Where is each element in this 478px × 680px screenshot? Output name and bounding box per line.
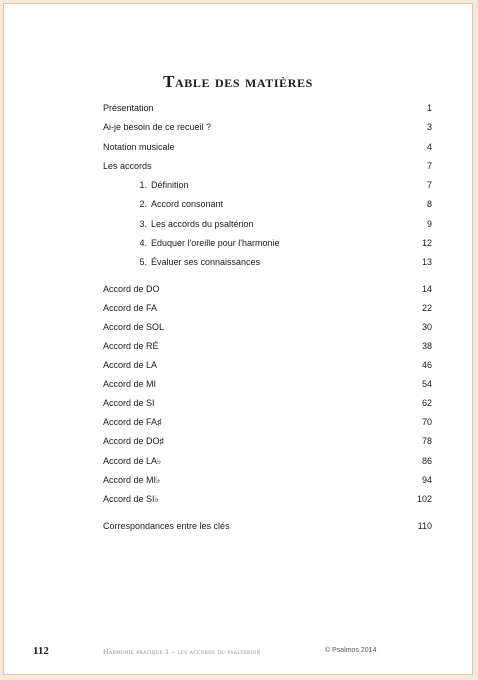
toc-entry-label: Ai-je besoin de ce recueil ? [103, 122, 212, 133]
toc-entry-label: Accord de RÉ [103, 340, 159, 351]
toc-entry-number: 4. [139, 238, 147, 249]
toc-entry-label: Accord de FA♯ [103, 417, 162, 428]
toc-entry-chord[interactable] [103, 356, 432, 375]
toc-entry-label: Notation musicale [103, 141, 175, 152]
toc-entry-label: Accord de FA [103, 302, 158, 313]
toc-entry[interactable] [103, 99, 432, 118]
toc-entry-label: Les accords [103, 160, 152, 171]
toc-entry-correspondances[interactable] [103, 517, 432, 536]
toc-entry-page: 70 [421, 417, 432, 428]
toc-entry-label: Présentation [103, 103, 154, 113]
toc-entry-chord[interactable] [103, 318, 432, 337]
toc-chord-group [103, 280, 432, 509]
toc-entry-number: 3. [139, 218, 147, 229]
toc-entry-label: Accord consonant [151, 199, 224, 210]
toc-entry-page: 38 [421, 340, 432, 351]
toc-spacer [103, 273, 432, 280]
toc-entry-label: Accord de MI [103, 379, 157, 390]
toc-entry-label: Les accords du psaltérion [151, 218, 254, 229]
toc-entry-page: 7 [426, 180, 432, 191]
toc-entry-page: 78 [421, 436, 432, 447]
toc-entry-chord[interactable] [103, 375, 432, 394]
toc-entry-label: Accord de SI [103, 398, 155, 409]
toc-entry-page: 14 [421, 283, 432, 294]
toc-entry[interactable] [103, 138, 432, 157]
page-footer [4, 645, 472, 661]
toc-subentry[interactable] [103, 215, 432, 234]
toc-entry-page: 86 [421, 455, 432, 466]
toc-entry-page: 12 [421, 238, 432, 249]
toc-entry-page: 94 [421, 474, 432, 485]
toc-entry-label: Accord de DO [103, 283, 160, 294]
toc-entry-label: Accord de LA♭ [103, 455, 162, 466]
toc-entry-label: Accord de MI♭ [103, 474, 161, 485]
toc-entry-chord[interactable] [103, 471, 432, 490]
toc-entry-label: Eduquer l'oreille pour l'harmonie [151, 238, 280, 249]
toc-entry-label: Accord de DO♯ [103, 436, 165, 447]
table-of-contents [103, 99, 432, 536]
toc-entry-label: Accord de SOL [103, 321, 165, 332]
toc-entry-page: 3 [426, 122, 432, 133]
toc-subsection-group [103, 176, 432, 272]
toc-entry-page: 8 [426, 199, 432, 210]
toc-entry-number: 2. [139, 199, 147, 210]
toc-entry-label: Accord de SI♭ [103, 493, 159, 504]
toc-entry[interactable] [103, 118, 432, 137]
toc-subentry[interactable] [103, 234, 432, 253]
toc-entry-page: 110 [417, 520, 432, 531]
copyright-notice: © Psalmos 2014 [325, 647, 377, 654]
toc-entry[interactable] [103, 157, 432, 176]
running-title: Harmonie pratique 1 – les accords du psaltérion [103, 647, 261, 656]
toc-entry-page: 9 [426, 218, 432, 229]
toc-subentry[interactable] [103, 176, 432, 195]
toc-entry-number: 1. [139, 180, 147, 191]
toc-entry-label: Évaluer ses connaissances [151, 257, 261, 268]
toc-entry-page: 102 [416, 493, 432, 504]
toc-entry-page: 7 [426, 160, 432, 171]
folio-page-number: 112 [33, 645, 49, 657]
toc-entry-label: Correspondances entre les clés [103, 520, 230, 531]
toc-entry-chord[interactable] [103, 299, 432, 318]
toc-entry-label: Définition [151, 180, 189, 191]
toc-entry-chord[interactable] [103, 452, 432, 471]
document-page [3, 3, 473, 675]
toc-entry-chord[interactable] [103, 432, 432, 451]
toc-intro-group [103, 99, 432, 176]
toc-entry-page: 62 [421, 398, 432, 409]
toc-subentry[interactable] [103, 253, 432, 272]
toc-spacer [103, 509, 432, 517]
toc-entry-page: 30 [421, 321, 432, 332]
toc-entry-chord[interactable] [103, 490, 432, 509]
toc-entry-page: 46 [421, 360, 432, 371]
toc-subentry[interactable] [103, 195, 432, 214]
toc-entry-page: 13 [421, 257, 432, 268]
toc-entry-chord[interactable] [103, 337, 432, 356]
toc-entry-label: Accord de LA [103, 360, 158, 371]
toc-entry-page: 22 [421, 302, 432, 313]
toc-entry-number: 5. [139, 257, 147, 268]
toc-entry-chord[interactable] [103, 280, 432, 299]
toc-entry-page: 54 [421, 379, 432, 390]
toc-entry-chord[interactable] [103, 394, 432, 413]
toc-entry-page: 1 [426, 103, 432, 113]
toc-entry-page: 4 [426, 141, 432, 152]
page-title: Table des matières [163, 72, 313, 91]
toc-entry-chord[interactable] [103, 413, 432, 432]
